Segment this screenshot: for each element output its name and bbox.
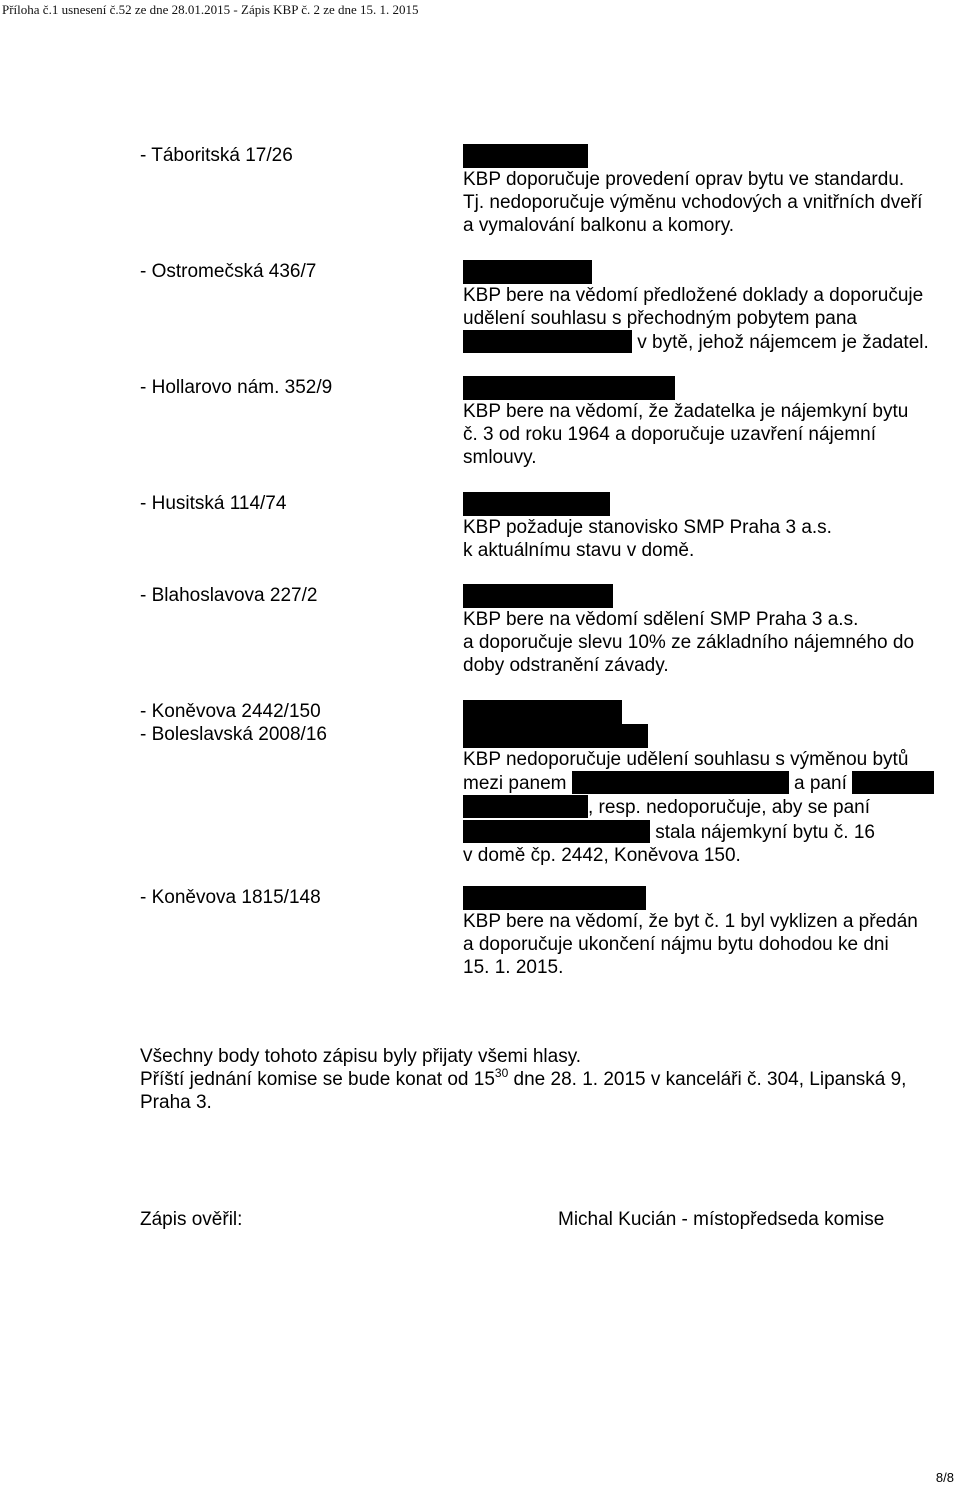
closing-line: Praha 3. bbox=[140, 1092, 212, 1114]
item-line bbox=[463, 771, 934, 795]
item-line bbox=[463, 330, 929, 354]
location-taboritska: - Táboritská 17/26 bbox=[140, 145, 293, 166]
item-line: KBP bere na vědomí, že žadatelka je nájemkyní bytu bbox=[463, 401, 909, 422]
redaction-bar bbox=[463, 492, 610, 516]
closing-line bbox=[140, 1068, 906, 1091]
item-line: a doporučuje ukončení nájmu bytu dohodou ke dni bbox=[463, 934, 889, 956]
item-line: smlouvy. bbox=[463, 447, 537, 469]
item-line: KBP nedoporučuje udělení souhlasu s výměnou bytů bbox=[463, 749, 909, 770]
item-line: v domě čp. 2442, Koněvova 150. bbox=[463, 844, 741, 866]
item-line-text: mezi panem bbox=[463, 773, 572, 795]
closing-text: Příští jednání komise se bude konat od 15 bbox=[140, 1069, 495, 1091]
item-line: 15. 1. 2015. bbox=[463, 957, 564, 979]
item-line bbox=[463, 820, 934, 844]
location-konevova-1815: - Koněvova 1815/148 bbox=[140, 887, 321, 908]
item-taboritska bbox=[463, 144, 922, 238]
redaction-bar bbox=[463, 724, 648, 748]
item-line: KBP bere na vědomí předložené doklady a doporučuje bbox=[463, 285, 924, 306]
redaction-bar bbox=[463, 584, 613, 608]
item-line: k aktuálnímu stavu v domě. bbox=[463, 540, 695, 562]
item-ostromecska bbox=[463, 260, 929, 355]
redaction-bar bbox=[463, 330, 632, 353]
location-konevova-2442: - Koněvova 2442/150 bbox=[140, 701, 321, 722]
item-line: udělení souhlasu s přechodným pobytem pana bbox=[463, 308, 857, 330]
location-blahoslavova: - Blahoslavova 227/2 bbox=[140, 585, 318, 606]
item-line-text: v bytě, jehož nájemcem je žadatel. bbox=[632, 332, 929, 354]
redaction-bar bbox=[463, 144, 588, 168]
item-line: KBP doporučuje provedení oprav bytu ve standardu. bbox=[463, 169, 905, 190]
location-ostromecska: - Ostromečská 436/7 bbox=[140, 261, 317, 282]
page-header: Příloha č.1 usnesení č.52 ze dne 28.01.2015 - Zápis KBP č. 2 ze dne 15. 1. 2015 bbox=[2, 2, 419, 17]
redaction-bar bbox=[463, 820, 650, 843]
item-line: KBP bere na vědomí sdělení SMP Praha 3 a.s. bbox=[463, 609, 859, 630]
item-line: Tj. nedoporučuje výměnu vchodových a vnitřních dveří bbox=[463, 192, 923, 214]
item-konevova-1815 bbox=[463, 886, 918, 980]
closing-line: Všechny body tohoto zápisu byly přijaty všemi hlasy. bbox=[140, 1046, 582, 1067]
closing-text: dne 28. 1. 2015 v kanceláři č. 304, Lipanská 9, bbox=[508, 1069, 907, 1091]
redaction-bar bbox=[463, 886, 646, 910]
verifier-name: Michal Kucián - místopředseda komise bbox=[558, 1209, 885, 1230]
location-husitska: - Husitská 114/74 bbox=[140, 493, 287, 514]
item-blahoslavova bbox=[463, 584, 914, 678]
location-boleslavska: - Boleslavská 2008/16 bbox=[140, 724, 327, 745]
item-line: KBP bere na vědomí, že byt č. 1 byl vyklizen a předán bbox=[463, 911, 918, 932]
item-line: č. 3 od roku 1964 a doporučuje uzavření nájemní bbox=[463, 424, 876, 446]
item-line: a vymalování balkonu a komory. bbox=[463, 215, 735, 237]
redaction-bar bbox=[463, 700, 622, 724]
verified-by-label: Zápis ověřil: bbox=[140, 1209, 243, 1230]
item-line: doby odstranění závady. bbox=[463, 655, 669, 677]
redaction-bar bbox=[852, 771, 934, 794]
time-superscript: 30 bbox=[494, 1066, 509, 1081]
item-line: KBP požaduje stanovisko SMP Praha 3 a.s. bbox=[463, 517, 832, 538]
redaction-bar bbox=[463, 376, 675, 400]
page-number: 8/8 bbox=[935, 1470, 954, 1485]
item-line: a doporučuje slevu 10% ze základního nájemného do bbox=[463, 632, 915, 654]
location-hollarovo: - Hollarovo nám. 352/9 bbox=[140, 377, 333, 398]
item-husitska bbox=[463, 492, 832, 562]
item-line-text: stala nájemkyní bytu č. 16 bbox=[650, 821, 875, 843]
item-line-text: , resp. nedoporučuje, aby se paní bbox=[588, 797, 871, 819]
item-line-text: a paní bbox=[788, 773, 853, 795]
closing-notes bbox=[140, 1045, 906, 1115]
item-konevova-boleslavska bbox=[463, 700, 934, 867]
item-hollarovo bbox=[463, 376, 908, 470]
redaction-bar bbox=[572, 771, 789, 794]
item-line bbox=[463, 795, 934, 819]
redaction-bar bbox=[463, 260, 592, 284]
redaction-bar bbox=[463, 795, 588, 818]
